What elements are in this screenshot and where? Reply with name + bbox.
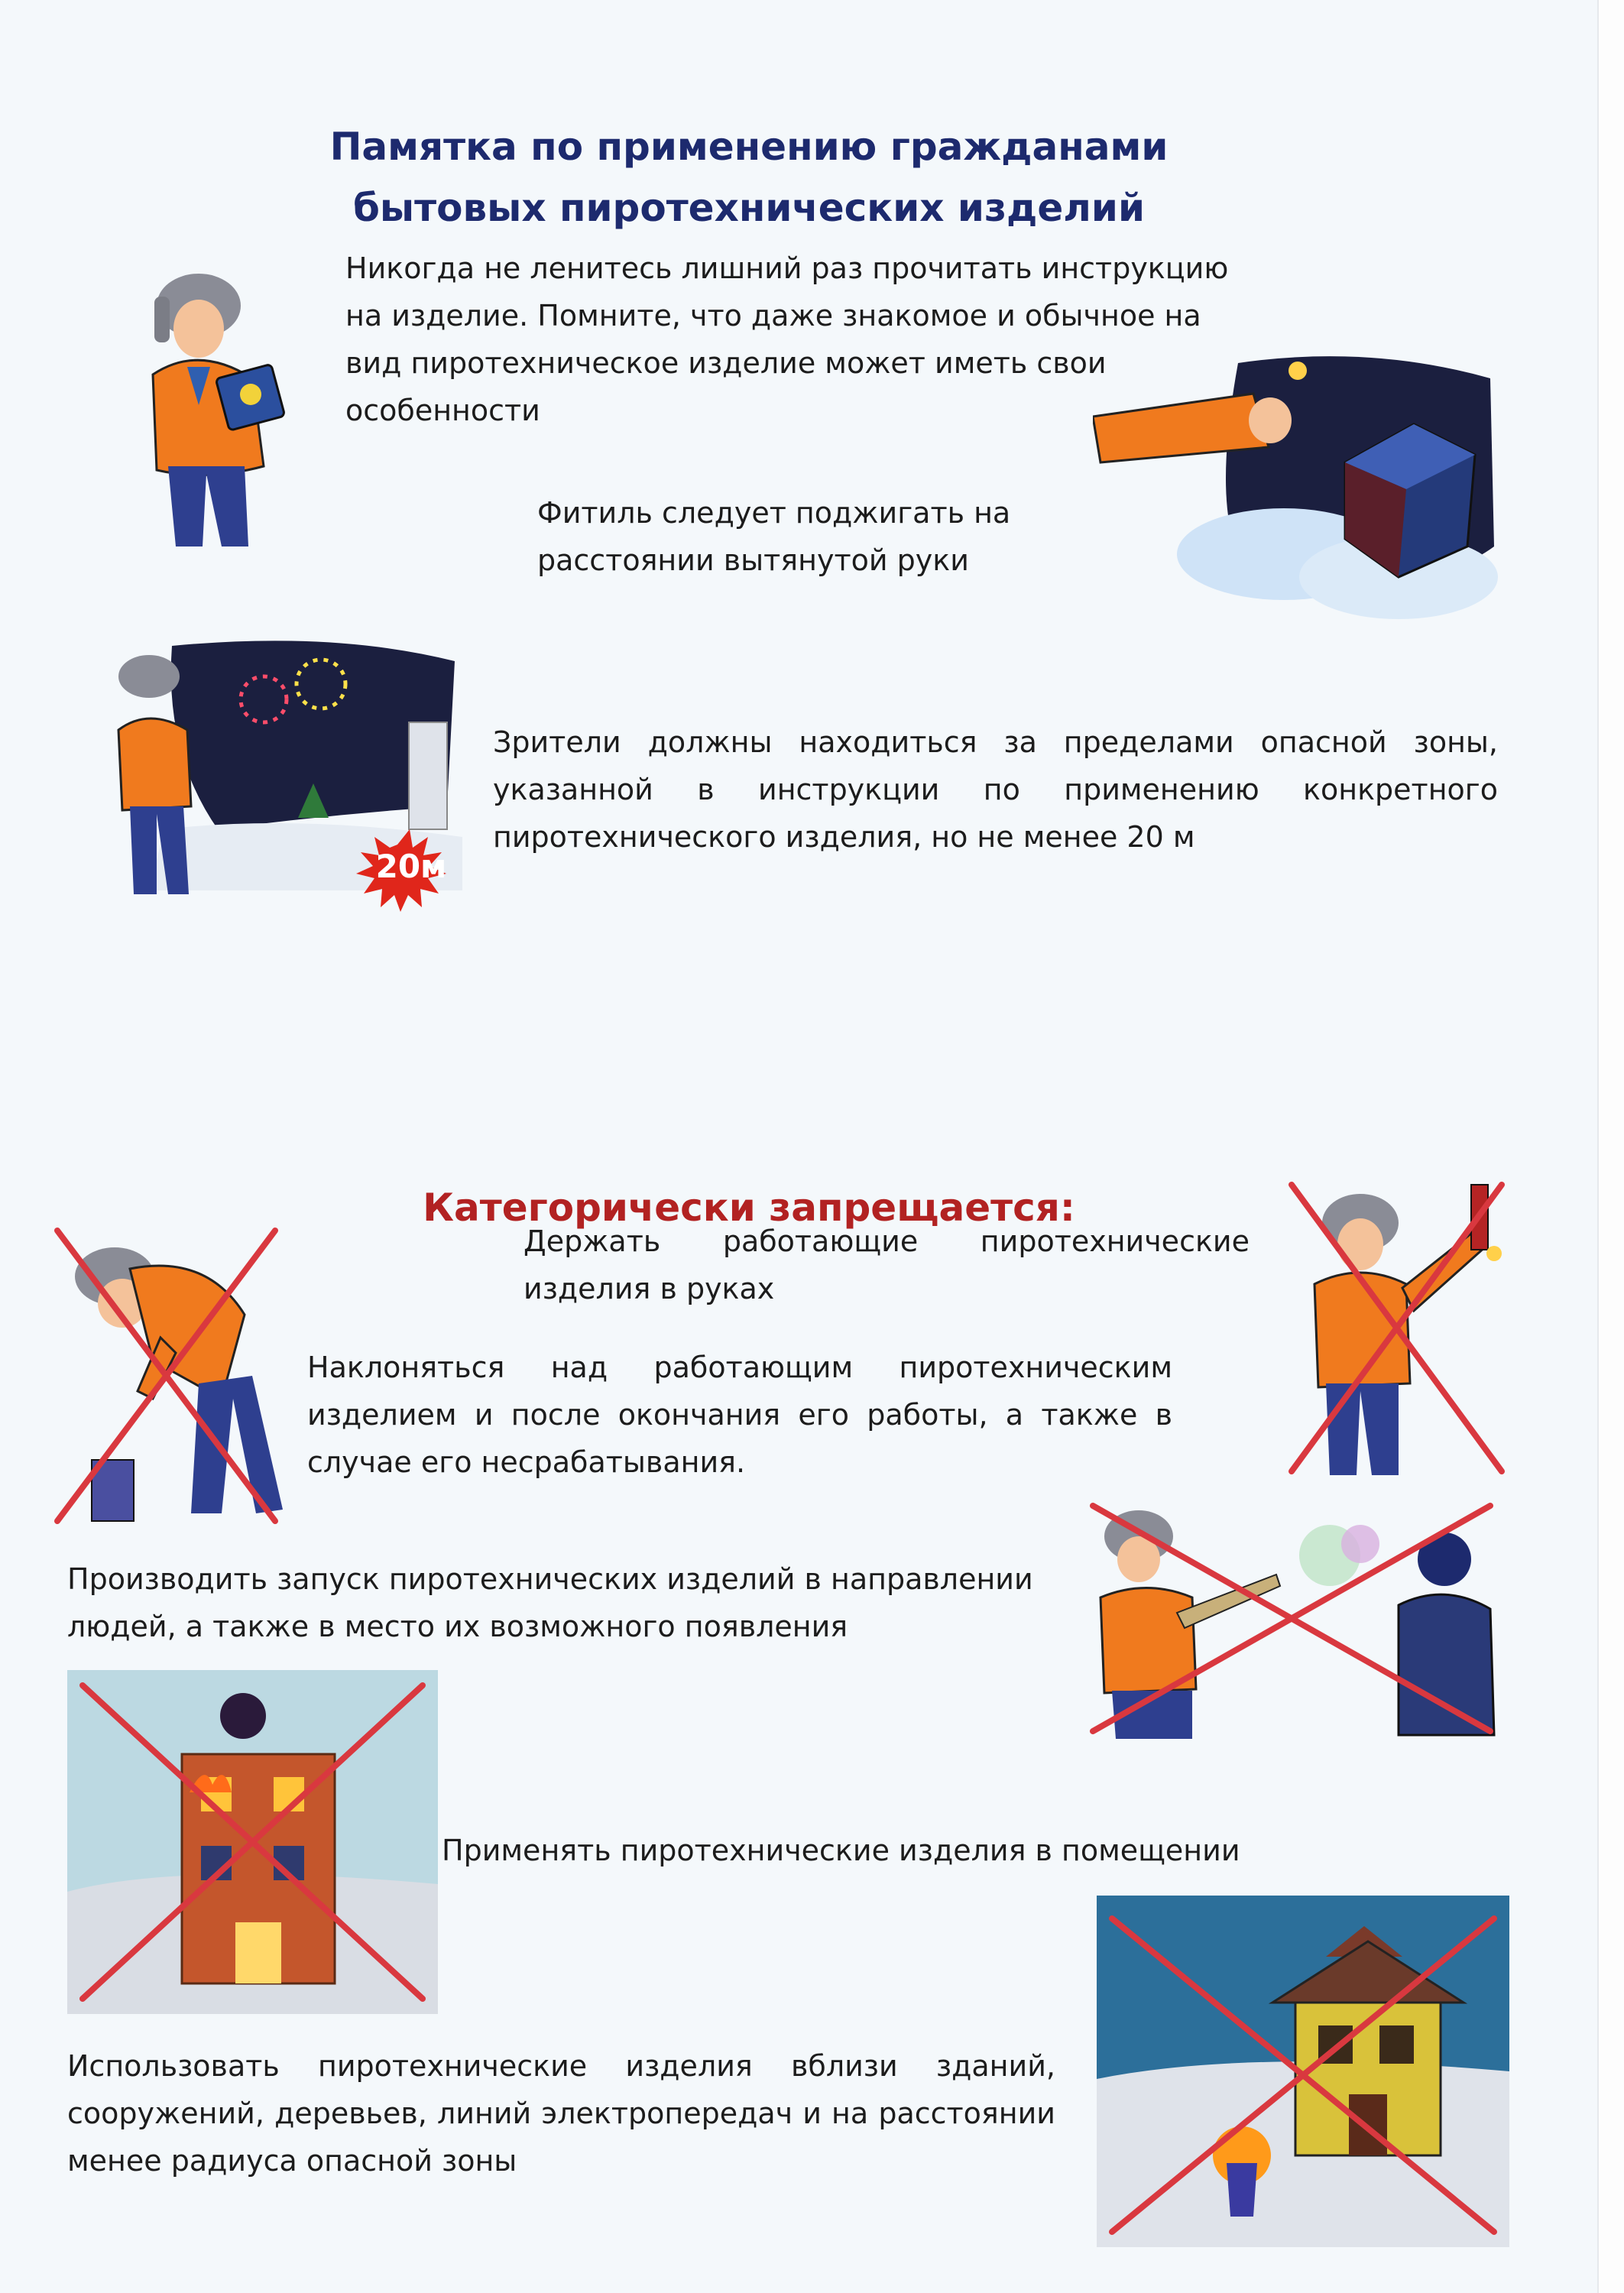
prohibited-leaning-over: Наклоняться над работающим пиротехническим изделием и после окончания его работы, а также в случае его несрабатывания. bbox=[307, 1351, 1172, 1479]
spectators-safe-distance-illustration bbox=[103, 638, 481, 913]
prohibited-indoor-use: Применять пиротехнические изделия в помещении bbox=[442, 1834, 1240, 1867]
rule-read-instructions: Никогда не ленитесь лишний раз прочитать инструкцию на изделие. Помните, что даже знакомое и обычное на вид пиротехническое изделие может иметь свои особенности bbox=[345, 251, 1229, 427]
prohibited-launch-at-people: Производить запуск пиротехнических изделий в направлении людей, а также в место их возможного появления bbox=[67, 1562, 1033, 1643]
prohibited-near-buildings: Использовать пиротехнические изделия вблизи зданий, сооружений, деревьев, линий электропередач и на расстоянии менее радиуса опасной зоны bbox=[67, 2049, 1055, 2178]
rule-light-fuse: Фитиль следует поджигать на расстоянии вытянутой руки bbox=[537, 496, 1011, 577]
prohibited-holding-in-hands: Держать работающие пиротехнические изделия в руках bbox=[524, 1224, 1250, 1305]
distance-badge-20m: 20м bbox=[375, 848, 447, 885]
prohibited-heading: Категорически запрещается: bbox=[423, 1185, 1075, 1230]
leaflet-title bbox=[176, 116, 1322, 238]
rule-spectators-distance: Зрители должны находиться за пределами опасной зоны, указанной в инструкции по применению конкретного пиротехнического изделия, но не менее 20 м bbox=[493, 725, 1498, 854]
title-line-1: Памятка по применению гражданами bbox=[329, 124, 1169, 169]
launching-at-people-illustration bbox=[1078, 1490, 1502, 1743]
near-buildings-illustration bbox=[1097, 1896, 1509, 2247]
man-reading-instructions-illustration bbox=[107, 252, 321, 550]
title-line-2: бытовых пиротехнических изделий bbox=[353, 185, 1145, 230]
scan-edge bbox=[1597, 0, 1624, 2293]
indoor-use-illustration bbox=[67, 1670, 438, 2014]
leaning-over-firework-illustration bbox=[46, 1208, 290, 1529]
holding-firework-illustration bbox=[1276, 1162, 1517, 1483]
